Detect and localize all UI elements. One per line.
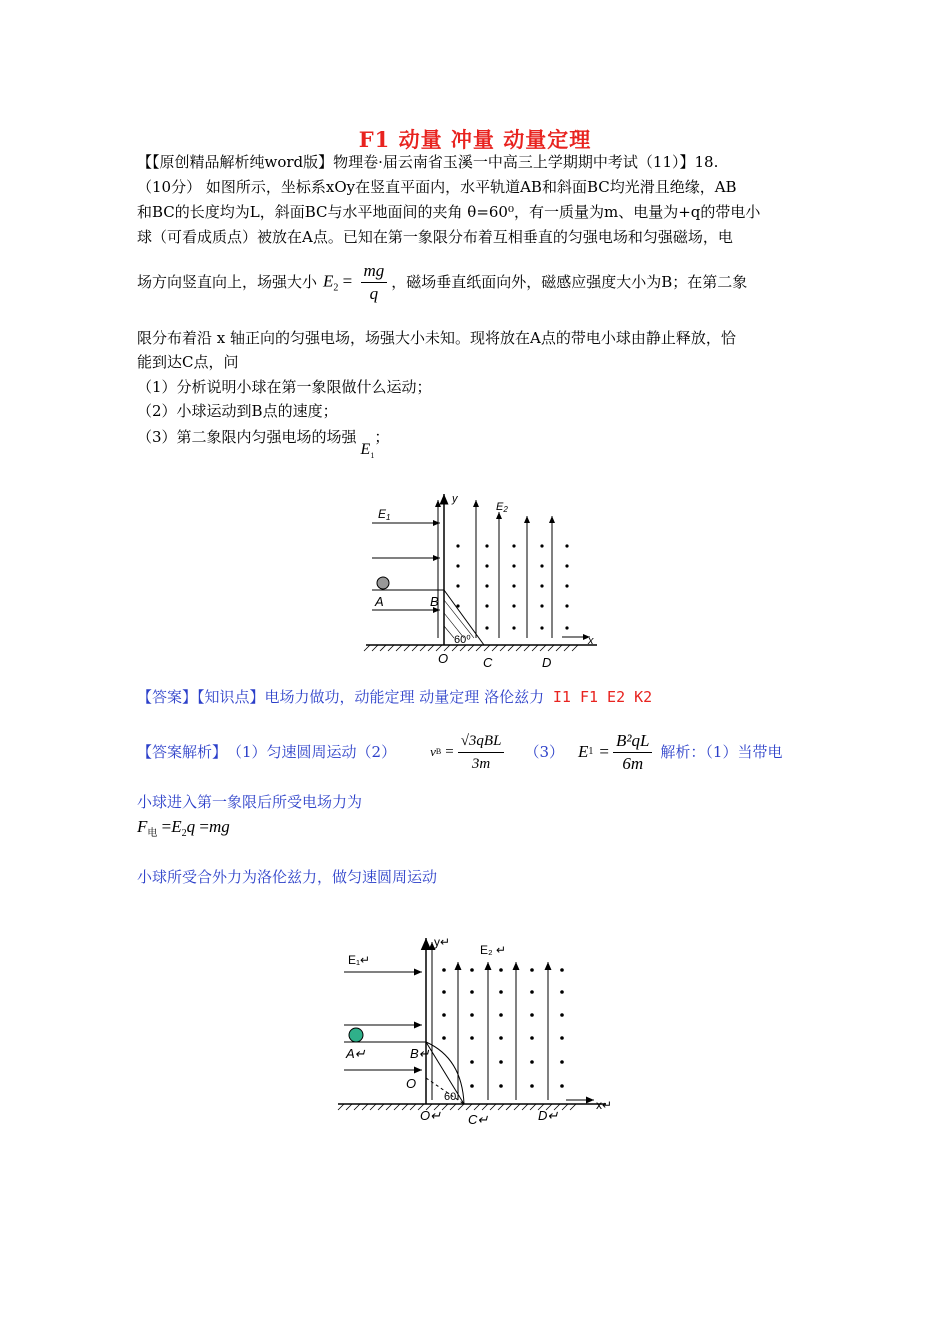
label-e1: E1 [378,507,391,522]
analysis-tag: 【答案解析】 [137,743,228,761]
formula-var: E [578,742,589,761]
formula-var: E [171,817,182,836]
figure-1-field-diagram [362,488,602,678]
magnetic-field-dots [442,968,564,1088]
analysis-answer-1: （1）匀速圆周运动（2） [227,743,397,761]
formula-var: E [323,270,334,290]
formula-var: q [186,817,196,836]
formula-var: E [360,441,371,458]
ball-a [349,1028,363,1042]
formula-denominator: 6m [622,753,644,773]
formula-sub: 电 [147,828,158,839]
label-b: B↵ [410,1046,430,1061]
label-x: x [588,635,594,647]
label-c: C [483,655,493,670]
label-c: C↵ [468,1112,489,1127]
question-3 [137,427,389,466]
problem-text-segment: ，磁场垂直纸面向外，磁感应强度大小为B；在第二象 [391,273,748,291]
label-angle: 60 [444,1091,457,1103]
label-angle: 60⁰ [454,634,471,646]
formula-var: mg [208,817,230,836]
problem-source: 【【原创精品解析纯word版】物理卷·届云南省玉溪一中高三上学期期中考试（11）】18. [137,153,719,171]
problem-text-segment: 场方向竖直向上，场强大小 [137,273,318,291]
ball-a [377,577,389,589]
formula-numerator: mg [361,260,388,283]
analysis-text-line: 小球进入第一象限后所受电场力为 [137,793,363,811]
problem-field-line [137,258,747,306]
ground-hatch [364,645,597,651]
formula-e1: E 1 = $\frac{\text{B²qL}}{6m}$ [578,730,656,775]
formula-sub: 2 [333,281,339,293]
label-d: D [542,655,552,670]
analysis-text-line: 小球所受合外力为洛伦兹力，做匀速圆周运动 [137,868,438,886]
formula-e1-var [361,441,375,458]
label-o: O↵ [420,1108,442,1123]
figure-2-trajectory-diagram [336,930,621,1130]
label-e2: E₂ ↵ [480,943,507,957]
formula-denominator: q [369,283,379,303]
label-b: B [430,594,439,609]
ground-hatch [338,1104,606,1110]
formula-sub: 1 [370,451,375,460]
label-d: D↵ [538,1108,559,1123]
e2-field-arrows [432,942,548,1100]
problem-text-line: 和BC的长度均为L，斜面BC与水平地面间的夹角 θ=60⁰，有一质量为m、电量为+q的带电小 [137,203,761,221]
formula-numerator: B²qL [613,730,652,753]
problem-text-line: 球（可看成质点）被放在A点。已知在第一象限分布着互相垂直的匀强电场和匀强磁场，电 [137,228,733,246]
knowledge-tag: 【知识点】 [197,688,265,706]
formula-numerator: √3qBL [458,730,505,753]
label-y: y↵ [434,935,451,949]
label-a: A↵ [346,1046,366,1061]
formula-sub: 2 [181,828,187,839]
label-o-center: O [406,1076,417,1091]
knowledge-codes: I1 F1 E2 K2 [552,688,653,706]
question-3-text: （3）第二象限内匀强电场的场强 [137,428,357,446]
analysis-line [137,726,782,778]
question-3-suffix: ； [374,428,390,446]
formula-vb: v B = $\frac{\text{√3qBL}}{3m}$ [430,730,508,775]
label-a: A [375,594,384,609]
formula-e2: $E_2$ = $\frac{mg}{q}$ [323,260,391,305]
knowledge-points: 电场力做功，动能定理 动量定理 洛伦兹力 [264,688,545,706]
formula-force: $F_电 =E_2q =mg$ [137,817,230,839]
problem-text-line: 能到达C点，问 [137,353,239,371]
answer-tag: 【答案】 [137,688,198,706]
page-title: F1 动量 冲量 动量定理 [358,127,592,152]
formula-sub: 1 [588,746,594,757]
answer-line [137,687,652,707]
problem-text-line: 限分布着沿 x 轴正向的匀强电场，场强大小未知。现将放在A点的带电小球由静止释放，恰 [137,329,736,347]
formula-var: v [430,744,436,759]
question-2: （2）小球运动到B点的速度； [137,402,338,420]
analysis-answer-3: （3） [524,743,564,761]
label-e1: E₁↵ [348,953,371,967]
label-x: x↵ [596,1098,613,1112]
label-y: y [452,493,458,505]
analysis-intro: 解析：（1）当带电 [660,743,783,761]
question-1: （1）分析说明小球在第一象限做什么运动； [137,378,432,396]
label-e2: E2 [496,501,508,514]
formula-var: F [137,817,148,836]
formula-sub: B [435,747,442,756]
label-o: O [438,651,449,666]
e2-field-arrows [438,500,552,638]
formula-denominator: 3m [471,755,491,772]
problem-text-line: （10分） 如图所示，坐标系xOy在竖直平面内，水平轨道AB和斜面BC均光滑且绝缘，AB [137,178,737,196]
